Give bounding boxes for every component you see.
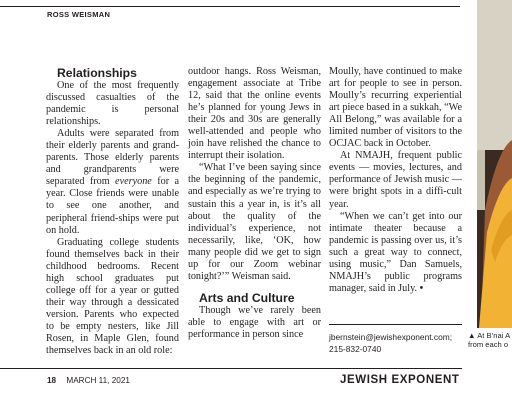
end-mark: • xyxy=(419,282,424,294)
paragraph: Adults were separated from their elderly parents and grand-parents. Those elderly parents and grandparents were separated from everyone for a year. Close friends were unable to see one another, and peripheral friend-ships were put on hold. xyxy=(46,128,179,236)
page-number: 18 xyxy=(47,376,57,385)
paragraph: “What I’ve been saying since the beginning of the pandemic, and especially as we’re trying to sustain this a year in, is it’s all about the quality of the individual’s experience, not necessarily, like, ‘OK, how many people did we get to sign up for our Zoom webinar tonight?’” Weisman said. xyxy=(188,162,321,282)
section-heading-arts: Arts and Culture xyxy=(199,290,295,305)
header-rule xyxy=(0,6,460,7)
paragraph: “When we can’t get into our intimate theater because a pandemic is passing over us, it’s such a great way to connect, using music,” Dan Samuels, NMAJH’s public programs manager, said in July. • xyxy=(329,210,462,294)
article-column-3 xyxy=(329,66,462,295)
page-folio xyxy=(47,376,130,385)
contact-rule xyxy=(329,324,462,325)
paragraph: Moully, have continued to make art for people to see in person. Moully’s recurring experiential art piece based in a sukkah, “We All Belong,” was available for a limited number of visitors to the OCJAC back in October. xyxy=(329,66,462,150)
photo xyxy=(477,0,512,328)
issue-date: MARCH 11, 2021 xyxy=(66,376,130,385)
article-column-1 xyxy=(46,66,179,357)
caption-marker: ▲ xyxy=(468,331,476,340)
paragraph: Though we’ve rarely been able to engage with art or performance in person since xyxy=(188,304,321,340)
article-column-2 xyxy=(188,66,321,341)
photo-caption: ▲ At B’nai A from each o xyxy=(468,331,511,349)
contact-email[interactable]: jbernstein@jewishexponent.com; xyxy=(329,332,453,342)
footer-rule xyxy=(0,368,462,369)
section-heading-relationships: Relationships xyxy=(57,66,137,80)
publication-name: JEWISH EXPONENT xyxy=(340,374,460,386)
photo-credit: ROSS WEISMAN xyxy=(47,10,111,19)
paragraph: One of the most frequently discussed casualties of the pandemic is personal relationships. xyxy=(46,80,179,128)
contact-phone: 215-832-0740 xyxy=(329,344,382,354)
paragraph: outdoor hangs. Ross Weisman, engagement associate at Tribe 12, said that the online events he’s planned for young Jews in their 20s and 30s are generally well-attended and people who join have relished the chance to interrupt their isolation. xyxy=(188,66,321,162)
paragraph: Graduating college students found themselves back in their childhood bedrooms. Recent high school graduates put college off for a year or gutted their way through a dessicated version. Parents who expected to be empty nesters, like Jill Rosen, in Maple Glen, found themselves back in an old role: xyxy=(46,236,179,357)
contact-info xyxy=(329,331,452,355)
paragraph: At NMAJH, frequent public events — movies, lectures, and performance of Jewish music — were bright spots in a diffi-cult year. xyxy=(329,150,462,210)
